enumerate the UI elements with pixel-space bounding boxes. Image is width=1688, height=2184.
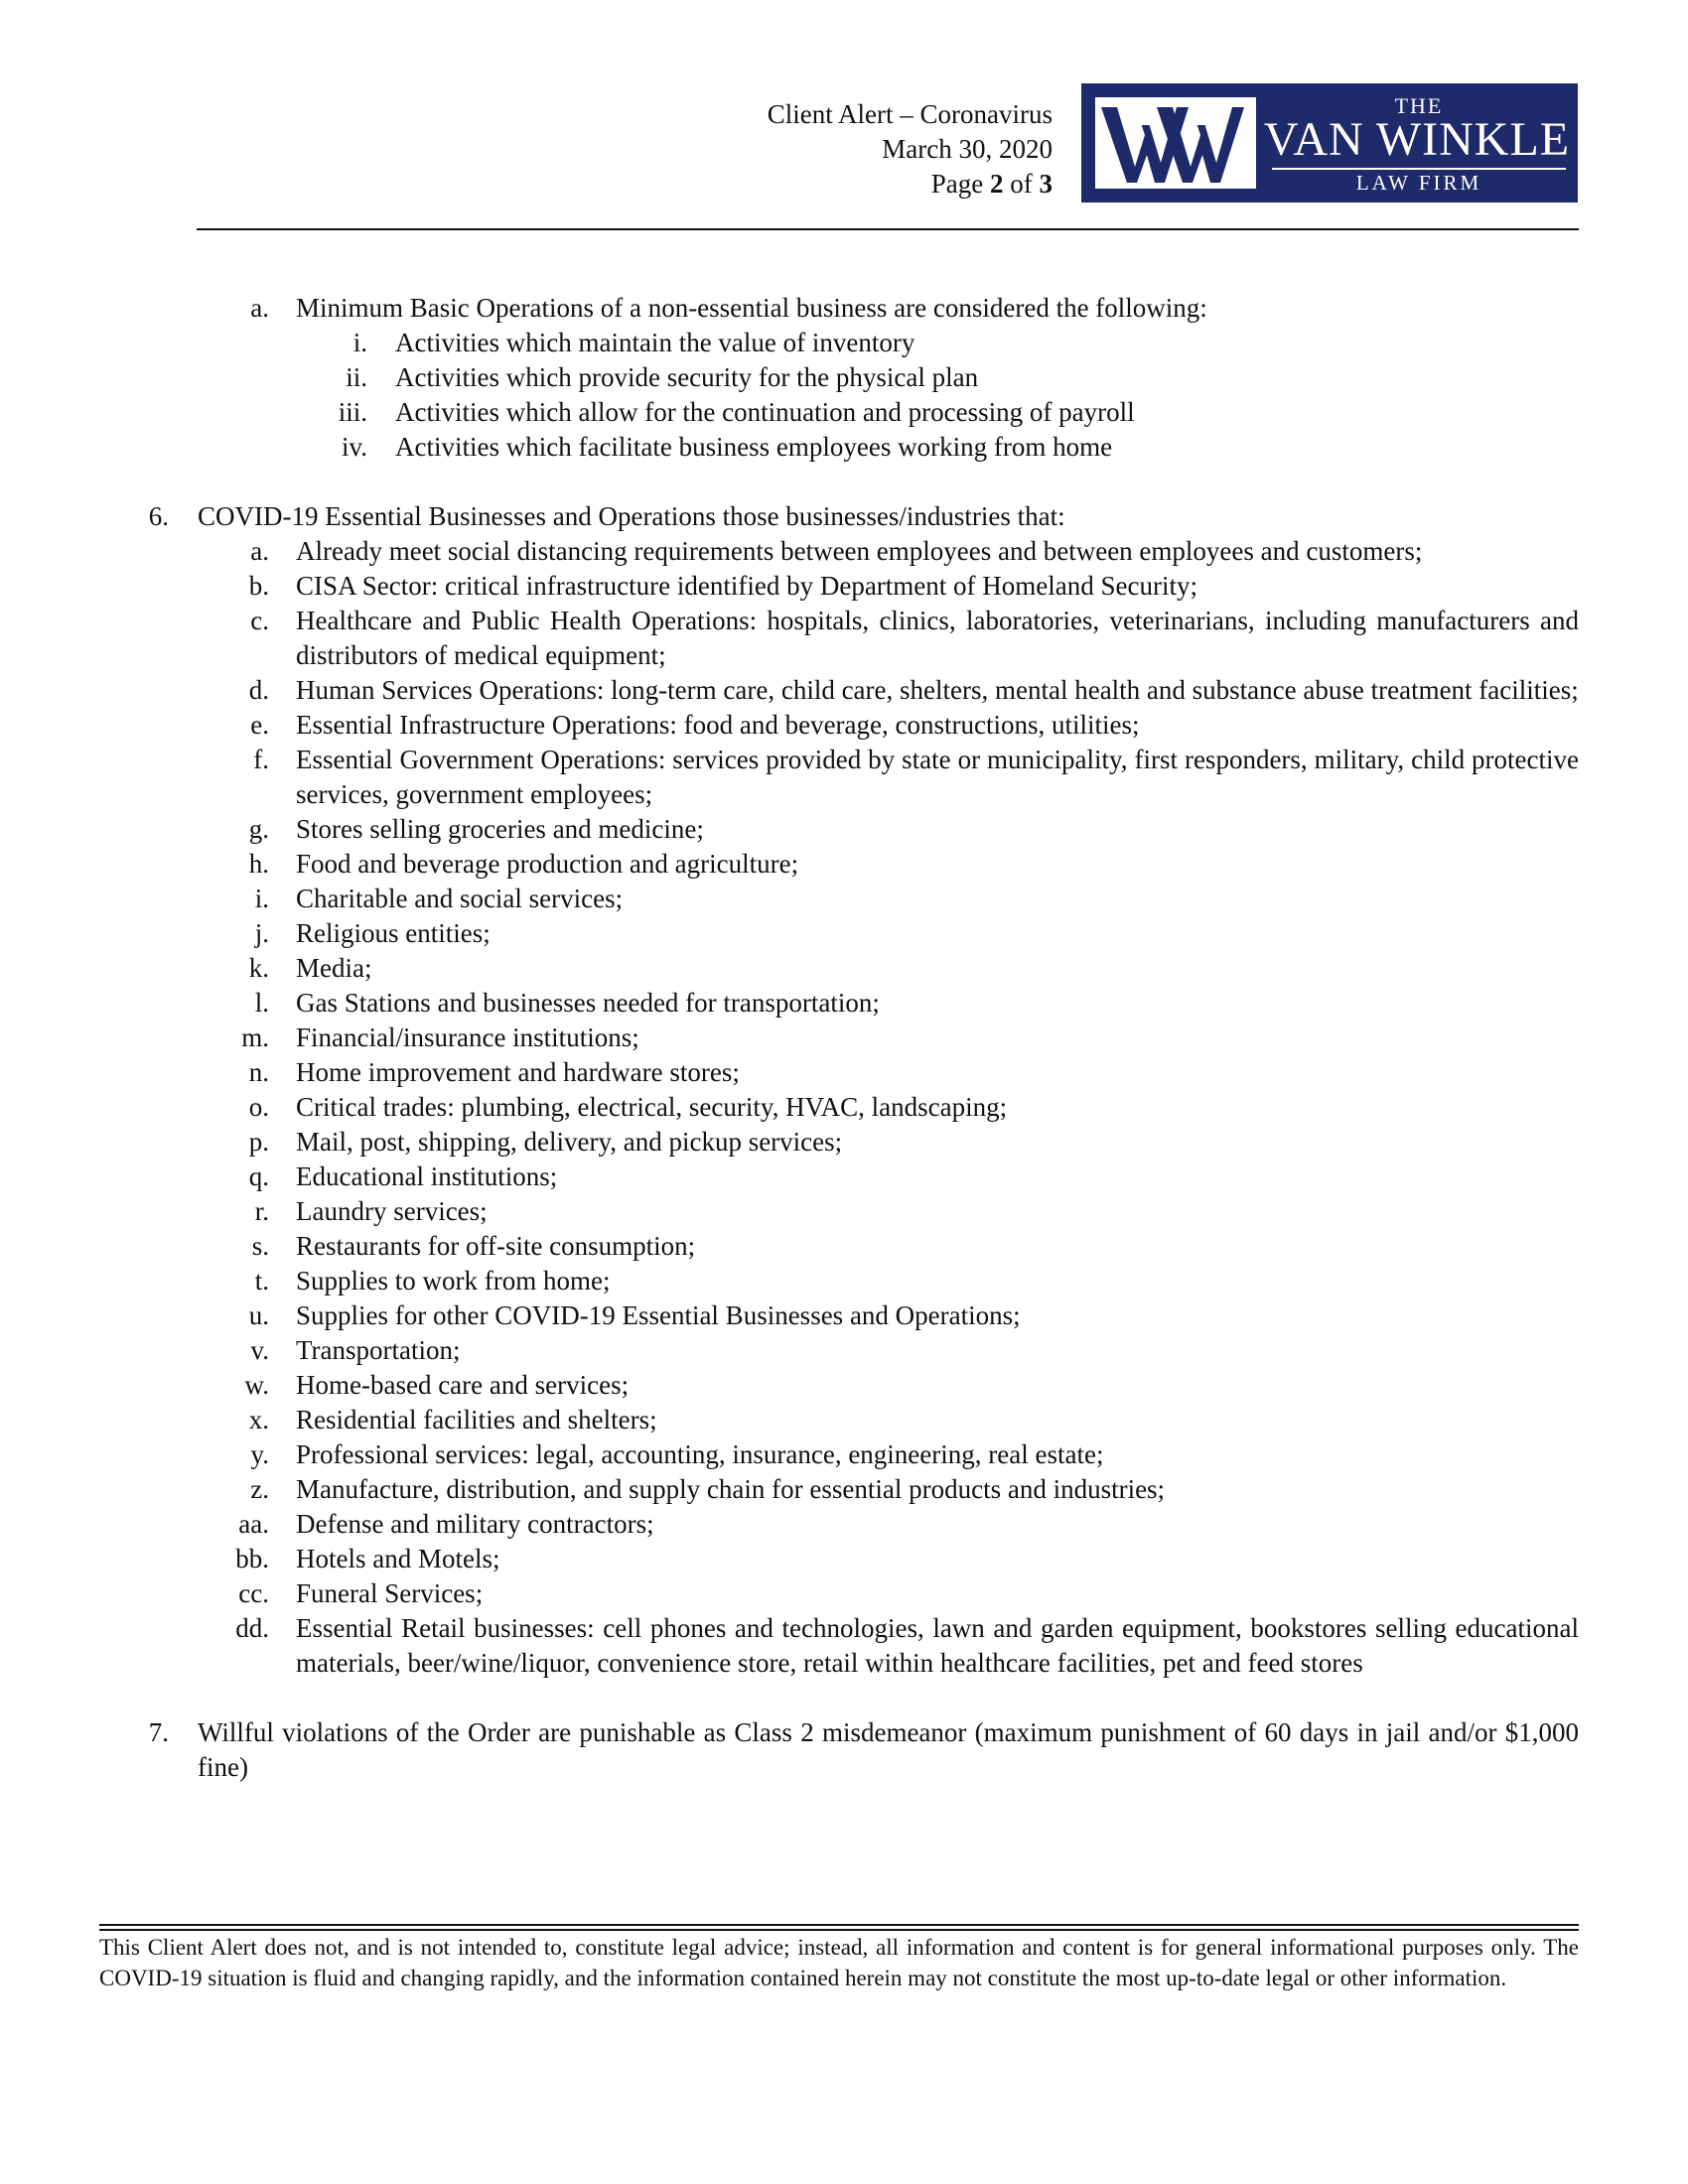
sublist-alpha	[0, 534, 1688, 1681]
list-item	[0, 1542, 1688, 1576]
list-marker: m.	[241, 1023, 269, 1052]
list-text: Willful violations of the Order are punishable as Class 2 misdemeanor (maximum punishment of 60 days in jail and/or $1,000 fine)	[198, 1717, 1579, 1782]
list-marker: b.	[248, 571, 269, 601]
list-item	[0, 1437, 1688, 1472]
list-text: Activities which maintain the value of inventory	[395, 328, 915, 357]
list-marker: c.	[250, 606, 269, 635]
list-item	[0, 986, 1688, 1021]
list-item	[0, 743, 1688, 812]
list-text: COVID-19 Essential Businesses and Operations those businesses/industries that:	[198, 501, 1065, 531]
list-text: Educational institutions;	[296, 1161, 558, 1191]
list-item	[0, 1160, 1688, 1194]
list-marker: h.	[248, 849, 269, 879]
list-marker: l.	[254, 988, 269, 1018]
list-text: Food and beverage production and agriculture;	[296, 849, 799, 879]
list-marker: u.	[248, 1300, 269, 1330]
list-marker: iii.	[338, 397, 367, 427]
list-item	[0, 1194, 1688, 1229]
logo-the: THE	[1394, 93, 1444, 118]
list-text: Essential Infrastructure Operations: food and beverage, constructions, utilities;	[296, 710, 1140, 740]
numbered-item-6	[0, 499, 1688, 534]
list-text: Transportation;	[296, 1335, 461, 1365]
document-body	[0, 291, 1688, 1785]
logo-firm: LAW FIRM	[1355, 171, 1482, 195]
sublist-roman	[0, 326, 1688, 465]
list-item	[0, 291, 1688, 326]
alert-date: March 30, 2020	[882, 134, 1053, 164]
footer-divider	[99, 1924, 1579, 1926]
list-item	[0, 326, 1688, 360]
list-marker: aa.	[238, 1509, 269, 1539]
header-meta	[768, 97, 1053, 202]
list-item	[0, 534, 1688, 569]
page-total: 3	[1039, 169, 1053, 199]
list-item	[0, 1368, 1688, 1403]
list-item	[0, 882, 1688, 916]
list-text: CISA Sector: critical infrastructure identified by Department of Homeland Security;	[296, 571, 1197, 601]
list-marker: v.	[250, 1335, 269, 1365]
list-text: Activities which provide security for the physical plan	[395, 362, 979, 392]
list-text: Minimum Basic Operations of a non-essential business are considered the following:	[296, 293, 1207, 323]
list-text: Religious entities;	[296, 918, 491, 948]
list-text: Stores selling groceries and medicine;	[296, 814, 704, 844]
list-marker: g.	[248, 814, 269, 844]
list-text: Supplies for other COVID-19 Essential Businesses and Operations;	[296, 1300, 1021, 1330]
list-marker: w.	[244, 1370, 269, 1400]
list-marker: e.	[250, 710, 269, 740]
list-text: Professional services: legal, accounting, insurance, engineering, real estate;	[296, 1439, 1104, 1469]
list-item	[0, 1298, 1688, 1333]
list-marker: iv.	[342, 432, 367, 462]
list-marker: i.	[352, 328, 367, 357]
list-text: Defense and military contractors;	[296, 1509, 654, 1539]
header-divider	[197, 228, 1579, 230]
list-text: Charitable and social services;	[296, 884, 624, 913]
list-marker: i.	[254, 884, 269, 913]
logo-divider	[1272, 168, 1566, 170]
list-marker: bb.	[235, 1544, 269, 1573]
list-item	[0, 1472, 1688, 1507]
list-text: Financial/insurance institutions;	[296, 1023, 639, 1052]
list-item	[0, 1333, 1688, 1368]
list-marker: d.	[248, 675, 269, 705]
list-marker: ii.	[346, 362, 367, 392]
list-item	[0, 1021, 1688, 1055]
list-marker: s.	[251, 1231, 269, 1261]
list-text: Funeral Services;	[296, 1578, 484, 1608]
list-item	[0, 708, 1688, 743]
list-text: Supplies to work from home;	[296, 1266, 611, 1296]
list-marker: z.	[250, 1474, 269, 1504]
list-item	[0, 1090, 1688, 1125]
list-marker: q.	[248, 1161, 269, 1191]
alert-title: Client Alert – Coronavirus	[767, 99, 1053, 129]
list-marker: 7.	[148, 1717, 169, 1747]
list-marker: x.	[248, 1405, 269, 1434]
list-marker: dd.	[235, 1613, 269, 1643]
list-text: Restaurants for off-site consumption;	[296, 1231, 696, 1261]
list-item	[0, 360, 1688, 395]
list-text: Gas Stations and businesses needed for transportation;	[296, 988, 880, 1018]
list-text: Essential Retail businesses: cell phones and technologies, lawn and garden equipment, bookstores selling educational materials, beer/wine/liquor, convenience store, retail within healthcare facilities, pet and feed stores	[296, 1613, 1579, 1678]
list-text: Home improvement and hardware stores;	[296, 1057, 740, 1087]
list-text: Healthcare and Public Health Operations: hospitals, clinics, laboratories, veterinarians, including manufacturers and distributors of medical equipment;	[296, 606, 1579, 670]
list-marker: r.	[254, 1196, 269, 1226]
list-item	[0, 569, 1688, 604]
list-marker: a.	[250, 536, 269, 566]
list-item	[0, 1576, 1688, 1611]
list-item	[0, 430, 1688, 465]
list-marker: n.	[248, 1057, 269, 1087]
list-marker: a.	[250, 293, 269, 323]
list-text: Laundry services;	[296, 1196, 488, 1226]
list-marker: p.	[248, 1127, 269, 1157]
list-item	[0, 1507, 1688, 1542]
list-marker: j.	[254, 918, 269, 948]
list-text: Mail, post, shipping, delivery, and pickup services;	[296, 1127, 843, 1157]
list-text: Already meet social distancing requirements between employees and between employees and customers;	[296, 536, 1423, 566]
list-item	[0, 395, 1688, 430]
list-item	[0, 1055, 1688, 1090]
list-marker: t.	[254, 1266, 269, 1296]
vw-monogram-icon	[1095, 97, 1256, 189]
list-text: Media;	[296, 953, 372, 983]
list-marker: y.	[250, 1439, 269, 1469]
list-item	[0, 951, 1688, 986]
list-text: Activities which allow for the continuation and processing of payroll	[395, 397, 1135, 427]
firm-logo	[1081, 83, 1578, 203]
list-text: Home-based care and services;	[296, 1370, 630, 1400]
list-item	[0, 847, 1688, 882]
footer-disclaimer: This Client Alert does not, and is not intended to, constitute legal advice; instead, all information and content is for general informational purposes only. The COVID-19 situation is fluid and changing rapidly, and the information contained herein may not constitute the most up-to-date legal or other information.	[99, 1935, 1579, 1990]
list-item	[0, 673, 1688, 708]
list-item	[0, 812, 1688, 847]
list-item	[0, 1264, 1688, 1298]
list-item	[0, 1229, 1688, 1264]
list-text: Critical trades: plumbing, electrical, security, HVAC, landscaping;	[296, 1092, 1008, 1122]
list-item	[0, 1125, 1688, 1160]
list-marker: f.	[253, 745, 269, 774]
list-text: Activities which facilitate business employees working from home	[395, 432, 1113, 462]
numbered-item-7	[0, 1715, 1688, 1785]
logo-name: VAN WINKLE	[1263, 113, 1571, 166]
page-current: 2	[990, 169, 1004, 199]
page-indicator: Page 2 of 3	[930, 169, 1053, 199]
list-item	[0, 1611, 1688, 1681]
list-item	[0, 1403, 1688, 1437]
list-text: Human Services Operations: long-term care, child care, shelters, mental health and substance abuse treatment facilities;	[296, 675, 1579, 705]
list-marker: cc.	[238, 1578, 269, 1608]
list-marker: k.	[248, 953, 269, 983]
list-marker: 6.	[148, 501, 169, 531]
list-item	[0, 916, 1688, 951]
list-marker: o.	[248, 1092, 269, 1122]
footer-divider	[99, 1929, 1579, 1931]
list-text: Residential facilities and shelters;	[296, 1405, 657, 1434]
list-text: Hotels and Motels;	[296, 1544, 500, 1573]
list-text: Essential Government Operations: services provided by state or municipality, first responders, military, child protective services, government employees;	[296, 745, 1579, 809]
list-text: Manufacture, distribution, and supply chain for essential products and industries;	[296, 1474, 1166, 1504]
list-item	[0, 604, 1688, 673]
